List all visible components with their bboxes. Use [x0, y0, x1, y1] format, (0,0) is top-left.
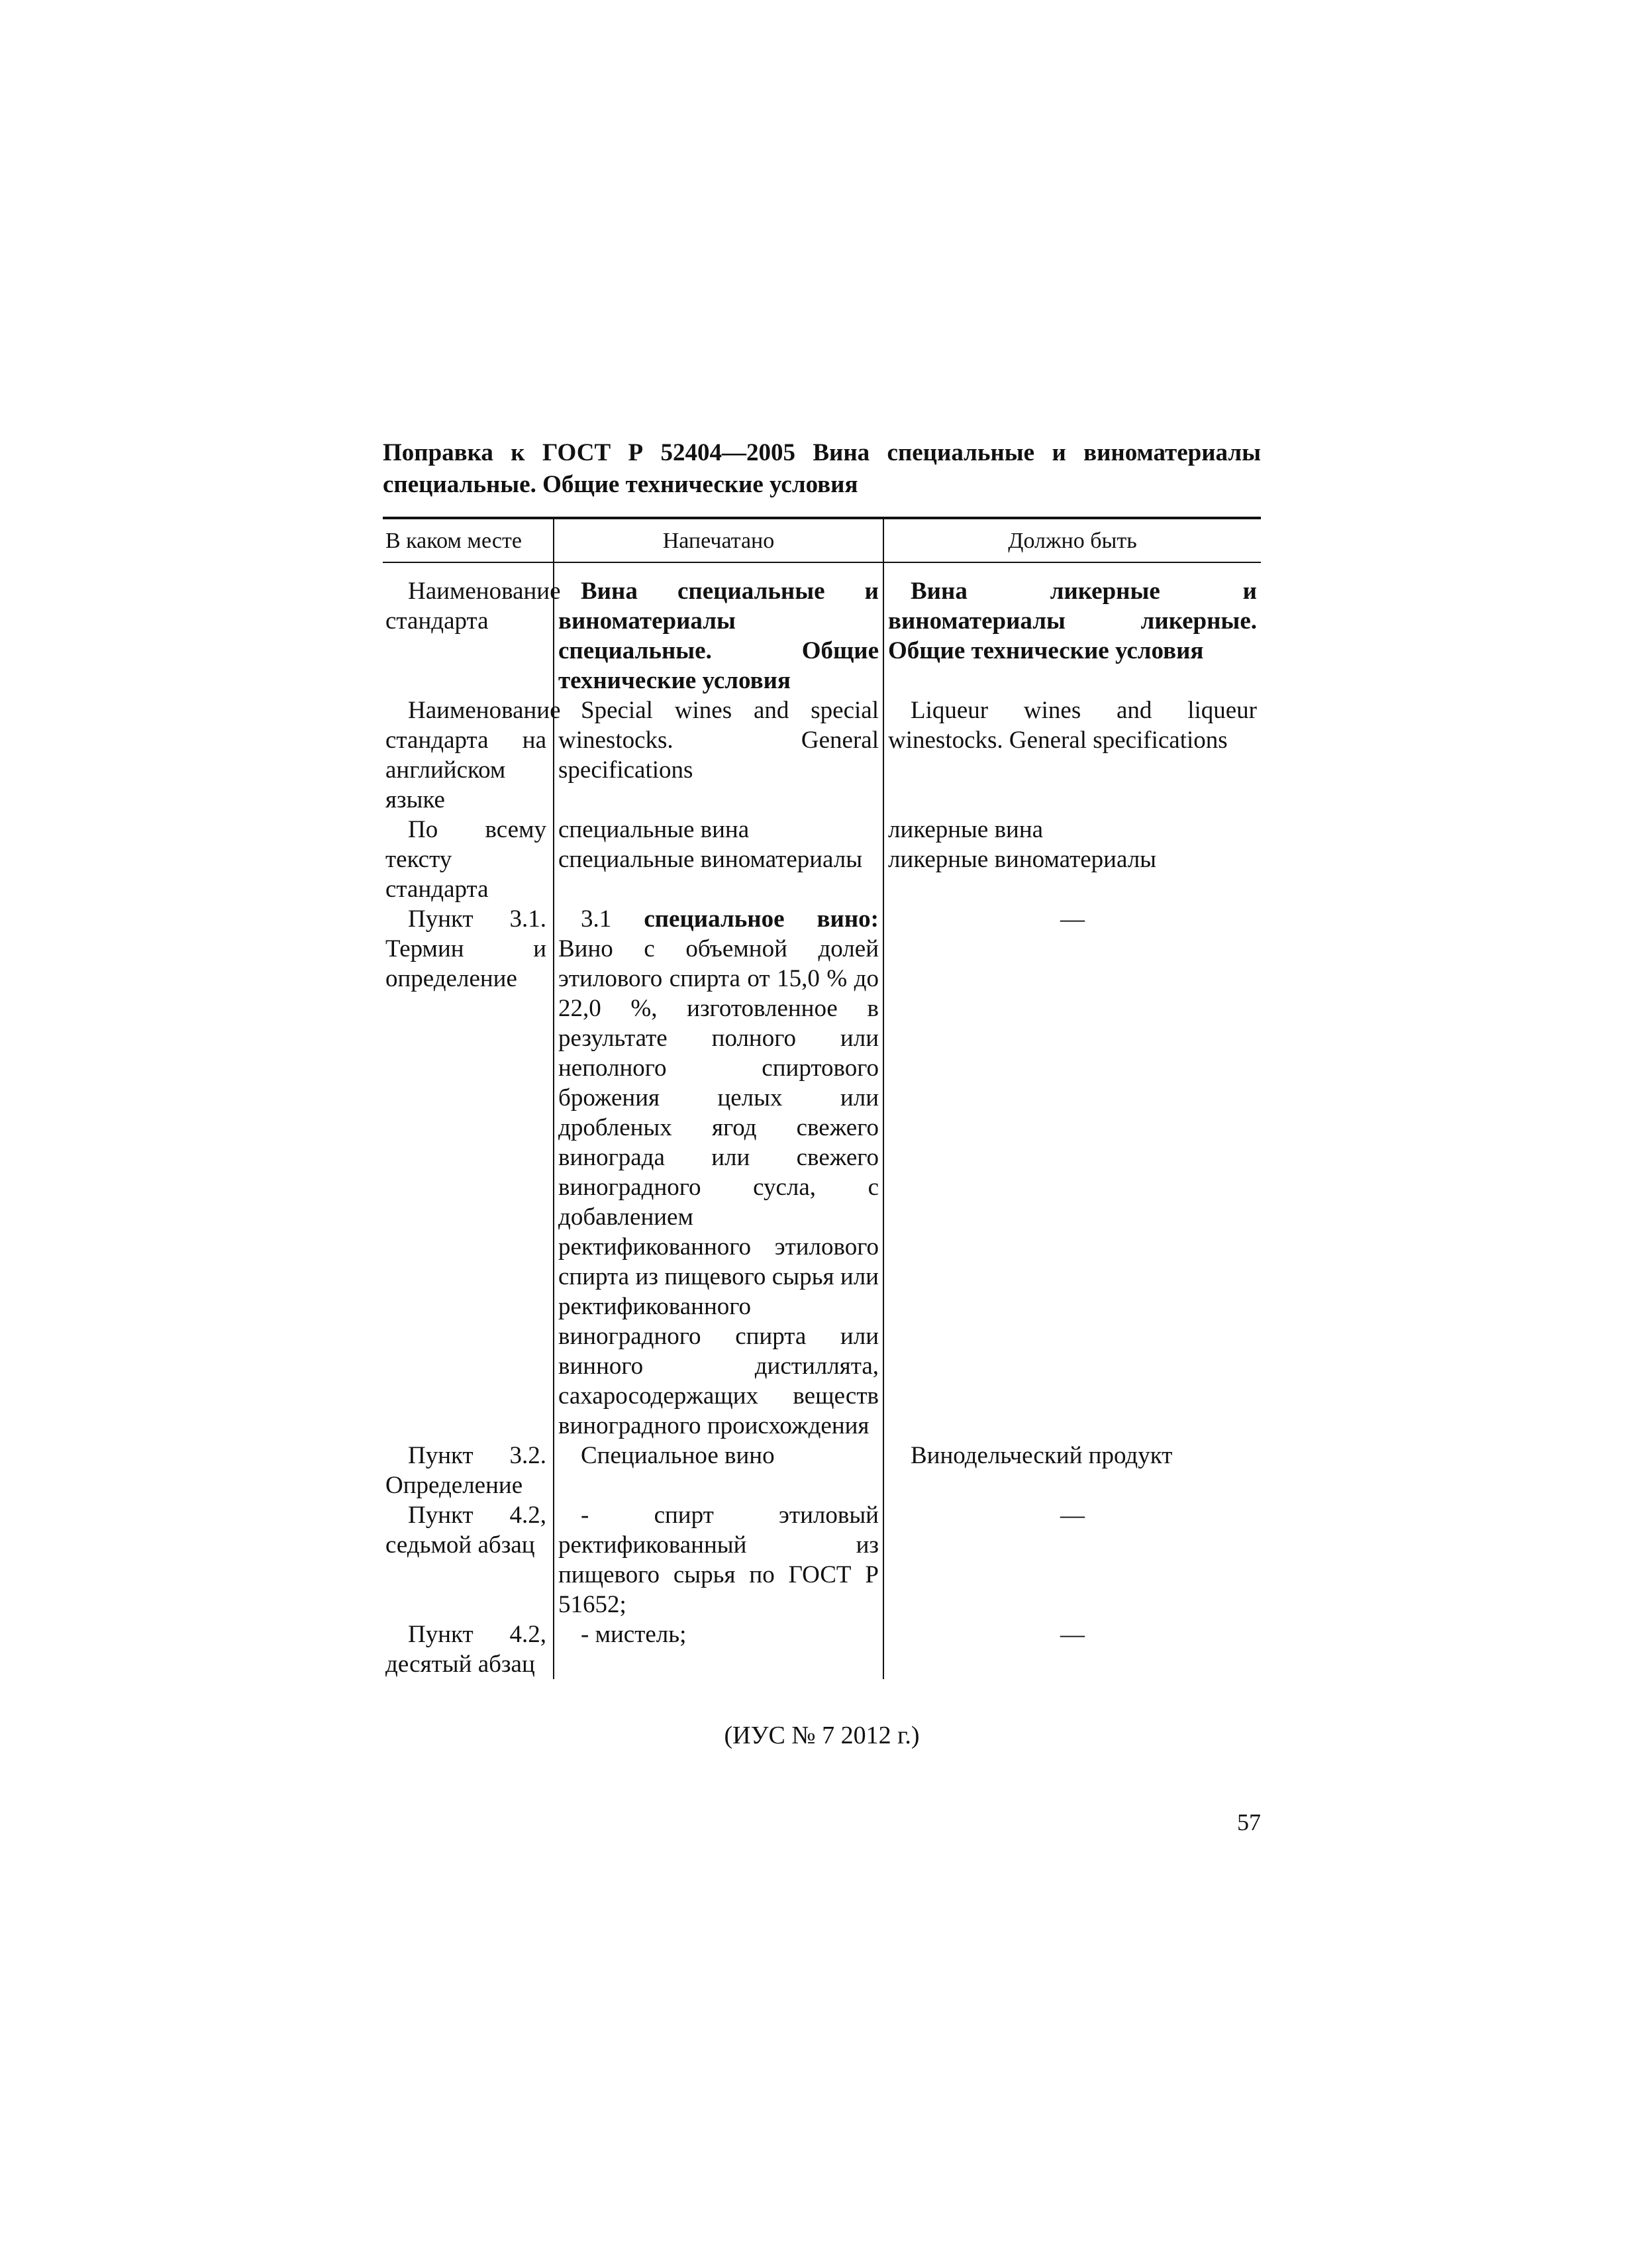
header-should-be: Должно быть: [883, 518, 1261, 562]
header-place: В каком месте: [383, 518, 554, 562]
cell-should-be: —: [883, 1500, 1261, 1620]
amendment-table: [383, 517, 1261, 1679]
table-row: [383, 696, 1261, 815]
cell-place: Наименование стандарта: [385, 578, 561, 635]
table-row: [383, 815, 1261, 904]
cell-printed: Специальное вино: [554, 1441, 883, 1500]
header-printed: Напечатано: [554, 518, 883, 562]
cell-place: Пункт 4.2, седьмой абзац: [385, 1502, 546, 1559]
table-row: [383, 562, 1261, 696]
cell-printed: - спирт этиловый ректификованный из пищевого сырья по ГОСТ Р 51652;: [554, 1500, 883, 1620]
table-row: [383, 1500, 1261, 1620]
title-line-1: Поправка к ГОСТ Р 52404—2005 Вина специальные и виноматериалы: [383, 439, 1261, 466]
cell-should-be: [883, 815, 1261, 904]
cell-printed: Вина специальные и виноматериалы специальные. Общие технические условия: [554, 562, 883, 696]
cell-place: Пункт 3.1. Термин и определение: [385, 905, 546, 992]
cell-printed: - мистель;: [554, 1620, 883, 1679]
cell-place: По всему тексту стандарта: [385, 816, 546, 903]
table-row: [383, 904, 1261, 1441]
term-name: специальное вино:: [644, 905, 879, 933]
term-definition: Вино с объемной долей этилового спирта от 15,0 % до 22,0 %, изготовленное в результате полного или неполного спиртового брожения целых или дробленых ягод свежего винограда или свежего виноградного сусла, с добавлением ректификованного этилового спирта из пищевого сырья или ректификованного виноградного спирта или винного дистиллята, сахаросодержащих веществ виноградного происхождения: [558, 935, 879, 1439]
page-number: 57: [1237, 1809, 1261, 1835]
ius-reference: (ИУС № 7 2012 г.): [724, 1722, 920, 1749]
cell-place: Пункт 4.2, десятый абзац: [385, 1621, 546, 1678]
cell-should-be: Вина ликерные и виноматериалы ликерные. Общие технические условия: [883, 562, 1261, 696]
title-line-2: специальные. Общие технические условия: [383, 471, 858, 498]
printed-line: специальные виноматериалы: [558, 846, 863, 873]
cell-should-be: Liqueur wines and liqueur winestocks. General specifications: [883, 696, 1261, 815]
cell-should-be: —: [883, 904, 1261, 1441]
amendment-title: [383, 437, 1261, 501]
cell-printed: [554, 815, 883, 904]
cell-printed: [554, 904, 883, 1441]
table-row: [383, 1441, 1261, 1500]
cell-should-be: Винодельческий продукт: [883, 1441, 1261, 1500]
term-number: 3.1: [581, 905, 612, 933]
cell-should-be: —: [883, 1620, 1261, 1679]
cell-printed: Special wines and special winestocks. General specifications: [554, 696, 883, 815]
should-line: ликерные вина: [888, 816, 1044, 843]
should-line: ликерные виноматериалы: [888, 846, 1157, 873]
cell-place: Наименование стандарта на английском языке: [385, 697, 561, 813]
cell-place: Пункт 3.2. Определение: [385, 1442, 546, 1499]
table-row: [383, 1620, 1261, 1679]
table-header-row: [383, 518, 1261, 562]
printed-line: специальные вина: [558, 816, 750, 843]
